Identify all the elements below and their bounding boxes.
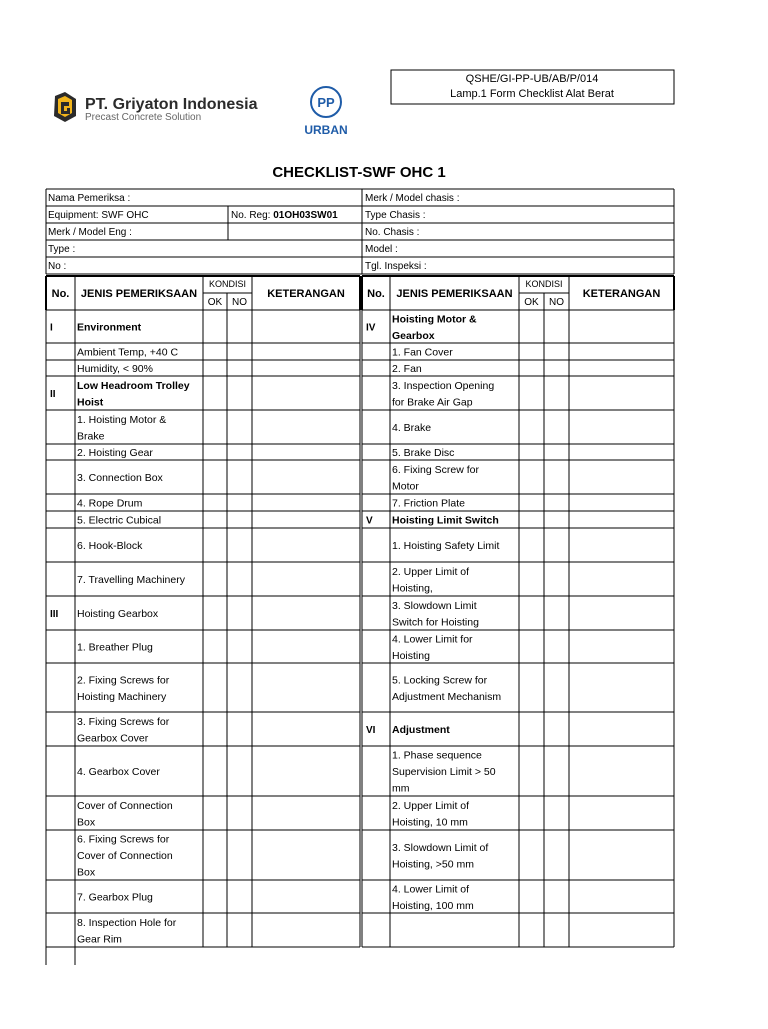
check-item: Hoisting	[392, 649, 430, 662]
check-item: 3. Inspection Opening	[392, 379, 495, 392]
check-item: 1. Phase sequence	[392, 749, 482, 762]
check-item: 2. Upper Limit of	[392, 799, 470, 812]
check-item: 6. Fixing Screw for	[392, 463, 479, 476]
check-item: Hoisting, 10 mm	[392, 816, 468, 829]
column-header-keterangan: KETERANGAN	[267, 288, 345, 300]
pp-mark: PP	[317, 95, 335, 110]
check-item: 4. Rope Drum	[77, 497, 143, 510]
section-number: V	[366, 515, 373, 527]
check-item: Adjustment Mechanism	[392, 690, 502, 703]
table-grid	[46, 947, 75, 965]
header-field-label: No. Chasis :	[365, 227, 420, 238]
header-info	[46, 189, 674, 274]
check-item: mm	[392, 782, 410, 795]
document-code-box	[391, 70, 674, 104]
column-header-keterangan: KETERANGAN	[582, 288, 661, 300]
column-header-no-col: NO	[549, 297, 564, 308]
column-header-kondisi: KONDISI	[208, 279, 247, 289]
check-item: 2. Upper Limit of	[392, 565, 470, 578]
company-name: PT. Griyaton Indonesia	[85, 96, 258, 113]
column-header-jenis: JENIS PEMERIKSAAN	[396, 288, 513, 300]
check-item: 2. Fixing Screws for	[77, 674, 170, 687]
check-item: 3. Slowdown Limit of	[392, 841, 489, 854]
check-item: 3. Connection Box	[77, 472, 163, 484]
check-item: 6. Fixing Screws for	[77, 833, 170, 846]
section-title: Hoisting Limit Switch	[392, 514, 499, 527]
section-number: IV	[366, 322, 376, 334]
check-item: 7. Friction Plate	[392, 497, 465, 510]
check-item: Switch for Hoisting	[392, 616, 479, 629]
check-item: 1. Breather Plug	[77, 641, 153, 654]
check-item: 7. Gearbox Plug	[77, 891, 153, 904]
header-field-label: Type Chasis :	[365, 210, 426, 221]
check-item: for Brake Air Gap	[392, 396, 473, 409]
check-item: Ambient Temp, +40 C	[77, 346, 179, 359]
header-field-label: Type :	[48, 244, 76, 255]
griyaton-logo-icon	[54, 92, 76, 122]
check-item: Hoisting Gearbox	[77, 608, 159, 620]
header-field-label: Merk / Model chasis :	[365, 193, 460, 204]
header-field-label: Tgl. Inspeksi :	[365, 261, 427, 272]
column-header-no: No.	[51, 288, 70, 300]
check-item: 3. Slowdown Limit	[392, 599, 477, 612]
check-item: 7. Travelling Machinery	[77, 574, 185, 586]
checklist-table-left	[46, 310, 360, 947]
check-item: 4. Gearbox Cover	[77, 766, 160, 778]
check-item: 8. Inspection Hole for	[77, 916, 177, 929]
check-item: Supervision Limit > 50	[392, 766, 496, 778]
header-field-label: Equipment: SWF OHC	[48, 210, 149, 221]
check-item: 3. Fixing Screws for	[77, 715, 170, 728]
check-item: Cover of Connection	[77, 799, 173, 812]
column-header-ok: OK	[207, 297, 223, 308]
header-field-label: Model :	[365, 244, 398, 255]
section-number: III	[50, 609, 59, 620]
check-item: 1. Hoisting Safety Limit	[392, 540, 500, 552]
check-item: 4. Lower Limit for	[392, 633, 473, 646]
section-title: Low Headroom Trolley	[77, 379, 190, 392]
column-headers	[46, 276, 674, 310]
column-header-no-col: NO	[232, 297, 247, 308]
column-header-ok: OK	[524, 297, 539, 308]
check-item: Box	[77, 816, 96, 829]
check-item: Box	[77, 866, 96, 879]
document-code: QSHE/GI-PP-UB/AB/P/014	[465, 73, 599, 85]
check-item: Gearbox Cover	[77, 732, 149, 745]
check-item: 1. Fan Cover	[392, 346, 453, 359]
column-header-no: No.	[367, 288, 385, 300]
section-number: VI	[366, 725, 376, 736]
section-number: I	[50, 322, 53, 334]
check-item: 2. Hoisting Gear	[77, 447, 153, 459]
section-title: Environment	[77, 321, 142, 334]
check-item: 5. Locking Screw for	[392, 674, 488, 687]
check-item: 6. Hook-Block	[77, 540, 143, 552]
check-item: Brake	[77, 430, 105, 443]
check-item: Hoisting Machinery	[77, 690, 167, 703]
section-number: II	[50, 389, 56, 400]
page-title: CHECKLIST-SWF OHC 1	[272, 164, 446, 181]
section-title: Hoist	[77, 396, 104, 409]
check-item: 4. Brake	[392, 422, 432, 434]
form-reference: Lamp.1 Form Checklist Alat Berat	[450, 88, 614, 100]
check-item: Cover of Connection	[77, 850, 173, 862]
column-header-kondisi: KONDISI	[525, 279, 563, 289]
check-item: Motor	[392, 480, 419, 493]
check-item: Hoisting, >50 mm	[392, 858, 474, 871]
header-field-label: Nama Pemeriksa :	[48, 193, 131, 204]
check-item: Hoisting,	[392, 582, 433, 595]
section-title: Hoisting Motor &	[392, 313, 477, 326]
check-item: 5. Brake Disc	[392, 447, 455, 459]
check-item: 1. Hoisting Motor &	[77, 413, 167, 426]
reg-number: No. Reg: 01OH03SW01	[231, 210, 338, 221]
check-item: Hoisting, 100 mm	[392, 899, 474, 912]
section-title: Adjustment	[392, 724, 450, 736]
check-item: 5. Electric Cubical	[77, 514, 162, 527]
check-item: 2. Fan	[392, 363, 422, 375]
pp-urban-logo	[304, 87, 347, 137]
reg-number-value: 01OH03SW01	[273, 210, 338, 221]
check-item: 4. Lower Limit of	[392, 883, 470, 896]
checklist-table-right	[362, 310, 674, 947]
section-title: Gearbox	[392, 329, 435, 342]
header-field-label: No :	[48, 261, 67, 272]
check-item: Humidity, < 90%	[77, 363, 153, 375]
company-logo	[54, 92, 258, 123]
column-header-jenis: JENIS PEMERIKSAAN	[80, 288, 198, 300]
company-tagline: Precast Concrete Solution	[85, 112, 202, 123]
header-field-label: Merk / Model Eng :	[48, 227, 132, 238]
urban-label: URBAN	[304, 123, 348, 137]
check-item: Gear Rim	[77, 933, 122, 946]
